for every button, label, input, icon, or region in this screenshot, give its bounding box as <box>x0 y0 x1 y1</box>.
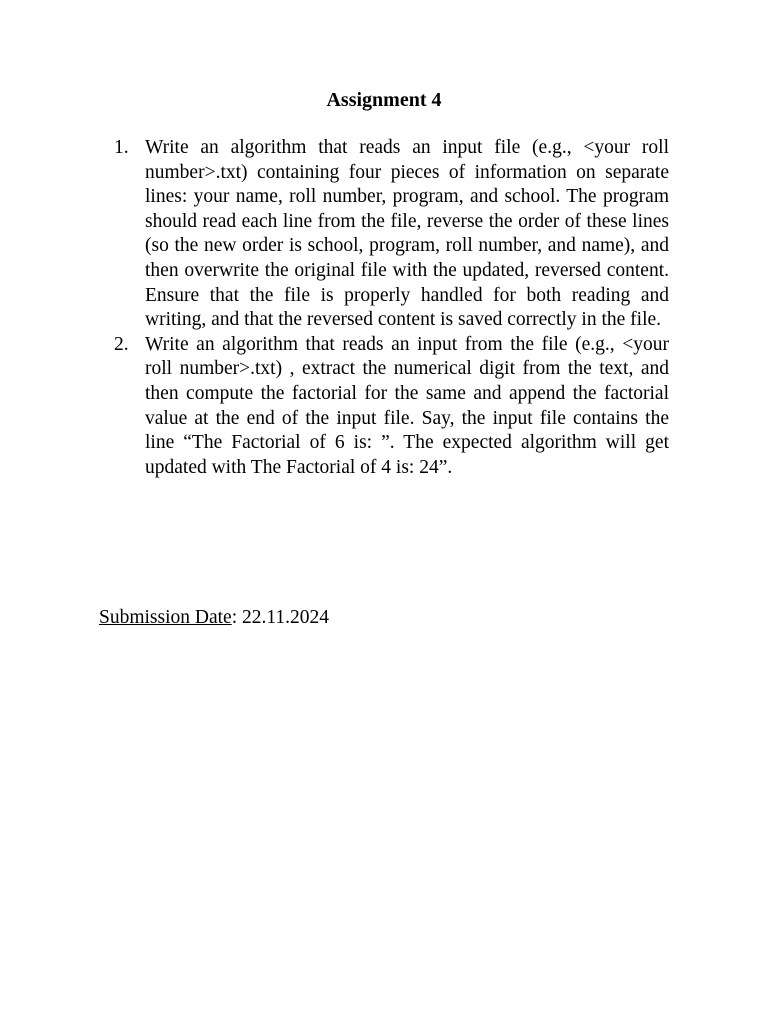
submission-label: Submission Date <box>99 607 232 628</box>
list-item-number: 1. <box>114 137 129 158</box>
page-title: Assignment 4 <box>326 89 442 111</box>
submission-line <box>99 606 329 630</box>
list-item-number: 2. <box>114 333 129 355</box>
submission-separator: : <box>231 607 238 628</box>
list-item <box>104 333 669 481</box>
list-item-text: Write an algorithm that reads an input file (e.g., <your roll number>.txt) containing four pieces of information on separate lines: your name, roll number, program, and school. The program should read each line from the file, reverse the order of these lines (so the new order is school, program, roll number, and name), and then overwrite the original file with the updated, reversed content. Ensure that the file is properly handled for both reading and writing, and that the reversed content is saved correctly in the file. <box>145 137 669 331</box>
submission-date: 22.11.2024 <box>242 607 330 628</box>
list-item <box>104 136 669 333</box>
assignment-list <box>104 136 669 480</box>
list-item-text: Write an algorithm that reads an input from the file (e.g., <your roll number>.txt) , extract the numerical digit from the text, and then compute the factorial for the same and append the factorial value at the end of the input file. Say, the input file contains the line “The Factorial of 6 is: ”. The expected algorithm will get updated with The Factorial of 4 is: 24”. <box>145 333 669 478</box>
